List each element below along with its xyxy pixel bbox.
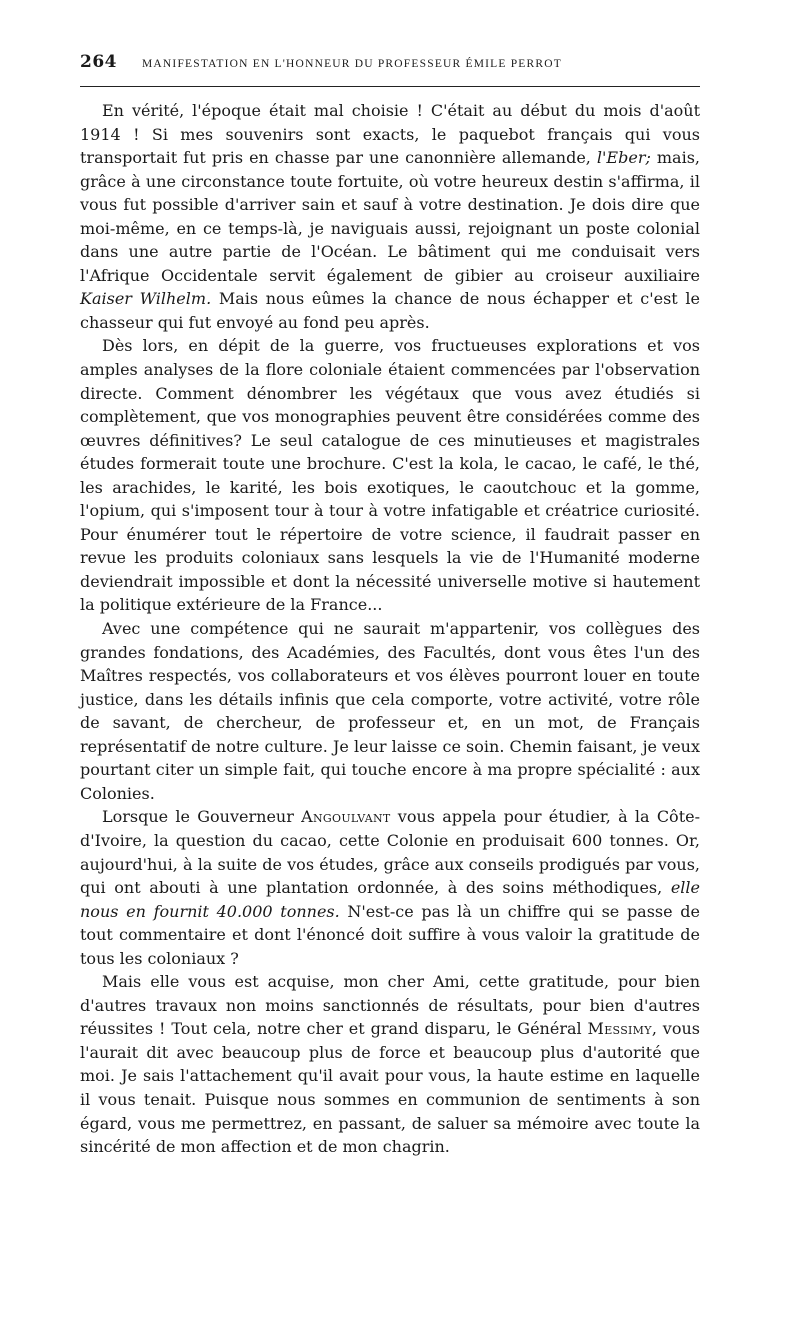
paragraph-5-text-b: , vous l'aurait dit avec beaucoup plus de force et beaucoup plus d'autorité que moi. Je sais l'attachement qu'il avait pour vous, la haute estime en laquelle il vous tenait. Puisque nous sommes en communion de sentiments à son égard, vous me permettrez, en passant, de saluer sa mémoire avec toute la sincérité de mon affection et de mon chagrin. <box>80 1019 700 1157</box>
paragraph-1-text-c: Mais nous eûmes la chance de nous échapper et c'est le chasseur qui fut envoyé au fond peu après. <box>80 289 700 332</box>
paragraph-1 <box>80 99 700 334</box>
ship-name-kaiser-wilhelm: Kaiser Wilhelm. <box>80 289 212 309</box>
ship-name-eber: l'Eber; <box>596 148 651 168</box>
page-number: 264 <box>80 52 117 72</box>
paragraph-5 <box>80 970 700 1158</box>
book-page <box>80 52 710 1159</box>
paragraph-1-text-a: En vérité, l'époque était mal choisie ! C'était au début du mois d'août 1914 ! Si mes souvenirs sont exacts, le paquebot français qui vous transportait fut pris en chasse par une canonnière allemande, <box>80 101 700 168</box>
paragraph-2: Dès lors, en dépit de la guerre, vos fructueuses explorations et vos amples analyses de la flore coloniale étaient commencées par l'observation directe. Comment dénombrer les végétaux que vous avez étudiés si complètement, que vos monographies peuvent être considérées comme des œuvres définitives? Le seul catalogue de ces minutieuses et magistrales études formerait toute une brochure. C'est la kola, le cacao, le café, le thé, les arachides, le karité, les bois exotiques, le caoutchouc et la gomme, l'opium, qui s'imposent tour à tour à votre infatigable et créatrice curiosité. Pour énumérer tout le répertoire de votre science, il faudrait passer en revue les produits coloniaux sans lesquels la vie de l'Humanité moderne deviendrait impossible et dont la nécessité universelle motive si hautement la politique extérieure de la France... <box>80 336 700 615</box>
running-head: MANIFESTATION EN L'HONNEUR DU PROFESSEUR ÉMILE PERROT <box>142 58 562 70</box>
paragraph-4 <box>80 805 700 970</box>
paragraph-4-text-c: N'est-ce pas là un chiffre qui se passe de tout commentaire et dont l'énoncé doit suffire à vous valoir la gratitude de tous les coloniaux ? <box>80 901 700 968</box>
body-text <box>80 99 700 1159</box>
paragraph-1-text-b: mais, grâce à une circonstance toute fortuite, où votre heureux destin s'affirma, il vous fut possible d'arriver sain et sauf à votre destination. Je dois dire que moi-même, en ce temps-là, je naviguais aussi, rejoignant un poste colonial dans une autre partie de l'Océan. Le bâtiment qui me conduisait vers l'Afrique Occidentale servit également de gibier au croiseur auxiliaire <box>80 148 700 285</box>
header-rule <box>80 86 700 87</box>
person-name-angoulvant: Angoulvant <box>301 807 391 827</box>
person-name-messimy: Messimy <box>587 1019 652 1039</box>
page-header <box>80 52 710 74</box>
paragraph-5-text-a: Mais elle vous est acquise, mon cher Ami, cette gratitude, pour bien d'autres travaux non moins sanctionnés de résultats, pour bien d'autres réussites ! Tout cela, notre cher et grand disparu, le Général <box>80 972 700 1039</box>
emphasized-quote: elle nous en fournit 40.000 tonnes. <box>80 878 700 921</box>
paragraph-4-text-a: Lorsque le Gouverneur <box>102 807 302 827</box>
paragraph-4-text-b: vous appela pour étudier, à la Côte-d'Ivoire, la question du cacao, cette Colonie en produisait 600 tonnes. Or, aujourd'hui, à la suite de vos études, grâce aux conseils prodigués par vous, qui ont abouti à une plantation ordonnée, à des soins méthodiques, <box>80 807 700 898</box>
paragraph-3: Avec une compétence qui ne saurait m'appartenir, vos collègues des grandes fondations, des Académies, des Facultés, dont vous êtes l'un des Maîtres respectés, vos collaborateurs et vos élèves pourront louer en toute justice, dans les détails infinis que cela comporte, votre activité, votre rôle de savant, de chercheur, de professeur et, en un mot, de Français représentatif de notre culture. Je leur laisse ce soin. Chemin faisant, je veux pourtant citer un simple fait, qui touche encore à ma propre spécialité : aux Colonies. <box>80 619 700 803</box>
